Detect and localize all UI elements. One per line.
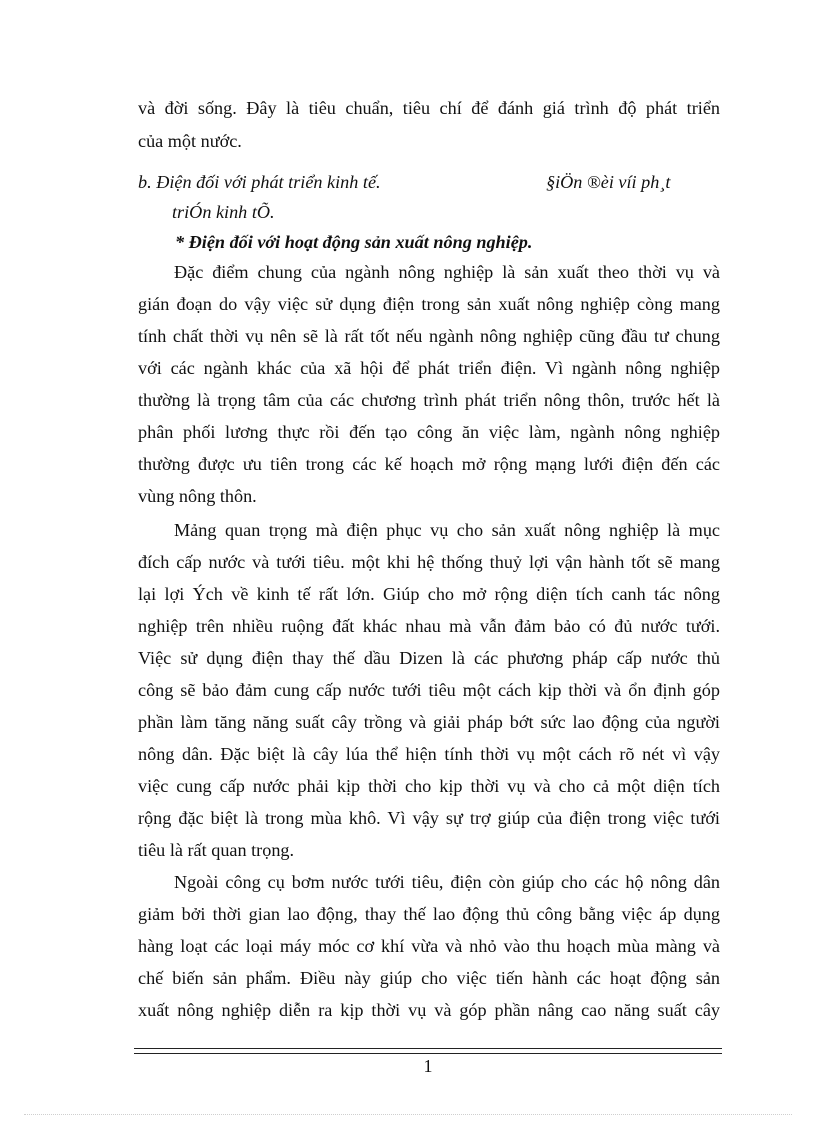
intro-line: của một nước. [138,131,242,151]
paragraph-2-line: nông dân. Đặc biệt là cây lúa thể hiện tính thời vụ một cách rõ nét vì vậy [138,744,720,764]
paragraph-1-line: thường là trọng tâm của các chương trình phát triển nông thôn, trước hết là [138,390,720,410]
paragraph-2-line: việc cung cấp nước phải kịp thời cho kịp thời vụ và cho cả một diện tích [138,776,720,796]
paragraph-1-line: Đặc điểm chung của ngành nông nghiệp là sản xuất theo thời vụ và [174,262,720,282]
section-b-garbled-text: §iÖn ®èi víi ph¸t [546,172,671,192]
section-b-garbled-text-continued: triÓn kinh tÕ. [172,202,275,222]
paragraph-2-line: nghiệp trên nhiều ruộng đất khác nhau mà vẫn đảm bảo có đủ nước tưới. [138,616,720,636]
paragraph-3-line: xuất nông nghiệp diễn ra kịp thời vụ và góp phần nâng cao năng suất cây [138,1000,720,1020]
subheading-agriculture: * Điện đối với hoạt động sản xuất nông nghiệp. [175,232,533,252]
paragraph-1-line: gián đoạn do vậy việc sử dụng điện trong sản xuất nông nghiệp còng mang [138,294,720,314]
paragraph-2-line: Mảng quan trọng mà điện phục vụ cho sản xuất nông nghiệp là mục [174,520,720,540]
paragraph-2-line: tiêu là rất quan trọng. [138,840,295,860]
paragraph-3-line: chế biến sản phẩm. Điều này giúp cho việc tiến hành các hoạt động sản [138,968,720,988]
paragraph-1-line: phân phối lương thực rồi đến tạo công ăn việc làm, ngành nông nghiệp [138,422,720,442]
paragraph-2-line: đích cấp nước và tưới tiêu. một khi hệ thống thuỷ lợi vận hành tốt sẽ mang [138,552,720,572]
page-number: 1 [423,1056,433,1076]
paragraph-1-line: tính chất thời vụ nên sẽ là rất tốt nếu ngành nông nghiệp cũng đầu tư chung [138,326,720,346]
paragraph-2-line: phần làm tăng năng suất cây trồng và giải pháp bớt sức lao động của người [138,712,720,732]
page-bottom-dotted-edge [24,1114,792,1115]
paragraph-2-line: rộng đặc biệt là trong mùa khô. Vì vậy sự trợ giúp của điện trong việc tưới [138,808,720,828]
paragraph-1-line: thường được ưu tiên trong các kế hoạch mở rộng mạng lưới điện đến các [138,454,720,474]
paragraph-3-line: giảm bởi thời gian lao động, thay thế lao động thủ công bằng việc áp dụng [138,904,720,924]
paragraph-2-line: Việc sử dụng điện thay thế dầu Dizen là các phương pháp cấp nước thủ [138,648,720,668]
intro-line: và đời sống. Đây là tiêu chuẩn, tiêu chí để đánh giá trình độ phát triển [138,98,720,118]
section-b-title: b. Điện đối với phát triển kinh tế. [138,172,381,192]
paragraph-1-line: với các ngành khác của xã hội để phát triển điện. Vì ngành nông nghiệp [138,358,720,378]
paragraph-3-line: Ngoài công cụ bơm nước tưới tiêu, điện còn giúp cho các hộ nông dân [174,872,720,892]
paragraph-1-line: vùng nông thôn. [138,486,257,506]
paragraph-2-line: lại lợi Ých về kinh tế rất lớn. Giúp cho mở rộng diện tích canh tác nông [138,584,720,604]
paragraph-3-line: hàng loạt các loại máy móc cơ khí vừa và nhỏ vào thu hoạch mùa màng và [138,936,720,956]
paragraph-2-line: công sẽ bảo đảm cung cấp nước tưới tiêu một cách kịp thời và ổn định góp [138,680,720,700]
